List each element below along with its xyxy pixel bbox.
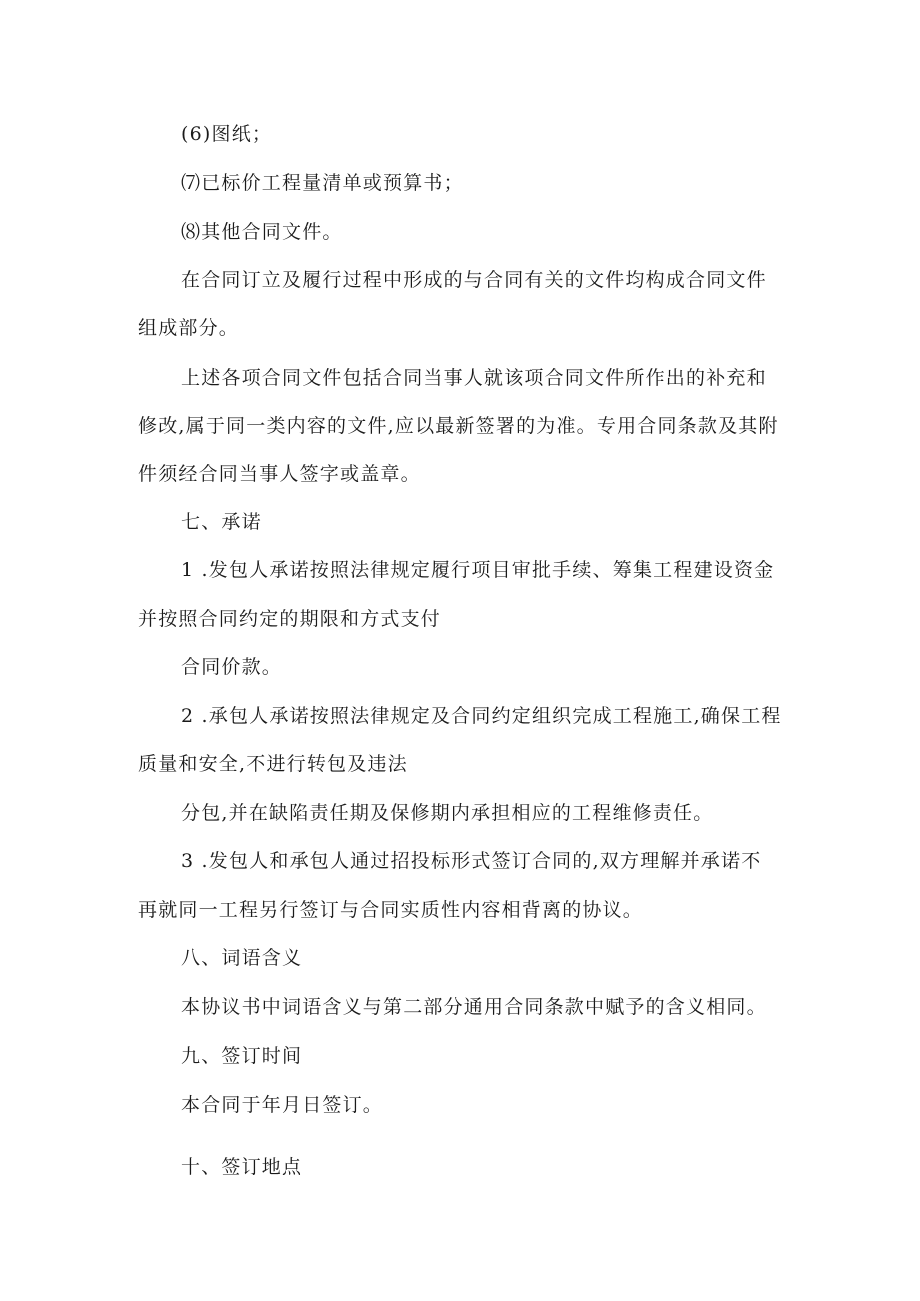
paragraph-line: 组成部分。 — [138, 317, 240, 339]
item-7-priced-bill: ⑺已标价工程量清单或预算书； — [181, 172, 464, 194]
section-heading-definitions: 八、词语含义 — [181, 947, 303, 969]
paragraph-line: 本合同于年月日签订。 — [181, 1094, 384, 1116]
item-8-other-documents: ⑻其他合同文件。 — [181, 221, 343, 243]
section-heading-signing-place: 十、签订地点 — [181, 1156, 303, 1178]
paragraph-line: 修改,属于同一类内容的文件,应以最新签署的为准。专用合同条款及其附 — [138, 415, 779, 437]
paragraph-line: 上述各项合同文件包括合同当事人就该项合同文件所作出的补充和 — [181, 367, 767, 389]
item-6-drawings: (6)图纸； — [181, 123, 273, 145]
paragraph-line: 再就同一工程另行签订与合同实质性内容相背离的协议。 — [138, 899, 644, 921]
paragraph-line: 件须经合同当事人签字或盖章。 — [138, 463, 421, 485]
paragraph-line: 1 .发包人承诺按照法律规定履行项目审批手续、筹集工程建设资金 — [181, 559, 775, 581]
paragraph-line: 分包,并在缺陷责任期及保修期内承担相应的工程维修责任。 — [181, 802, 714, 824]
paragraph-line: 本协议书中词语含义与第二部分通用合同条款中赋予的含义相同。 — [181, 996, 767, 1018]
paragraph-line: 并按照合同约定的期限和方式支付 — [138, 608, 442, 630]
paragraph-line: 合同价款。 — [181, 656, 283, 678]
paragraph-line: 在合同订立及履行过程中形成的与合同有关的文件均构成合同文件 — [181, 269, 767, 291]
paragraph-line: 质量和安全,不进行转包及违法 — [138, 753, 408, 775]
paragraph-line: 3 .发包人和承包人通过招投标形式签订合同的,双方理解并承诺不 — [181, 850, 762, 872]
paragraph-line: 2 .承包人承诺按照法律规定及合同约定组织完成工程施工,确保工程 — [181, 705, 782, 727]
section-heading-commitments: 七、承诺 — [181, 511, 262, 533]
section-heading-signing-time: 九、签订时间 — [181, 1045, 303, 1067]
